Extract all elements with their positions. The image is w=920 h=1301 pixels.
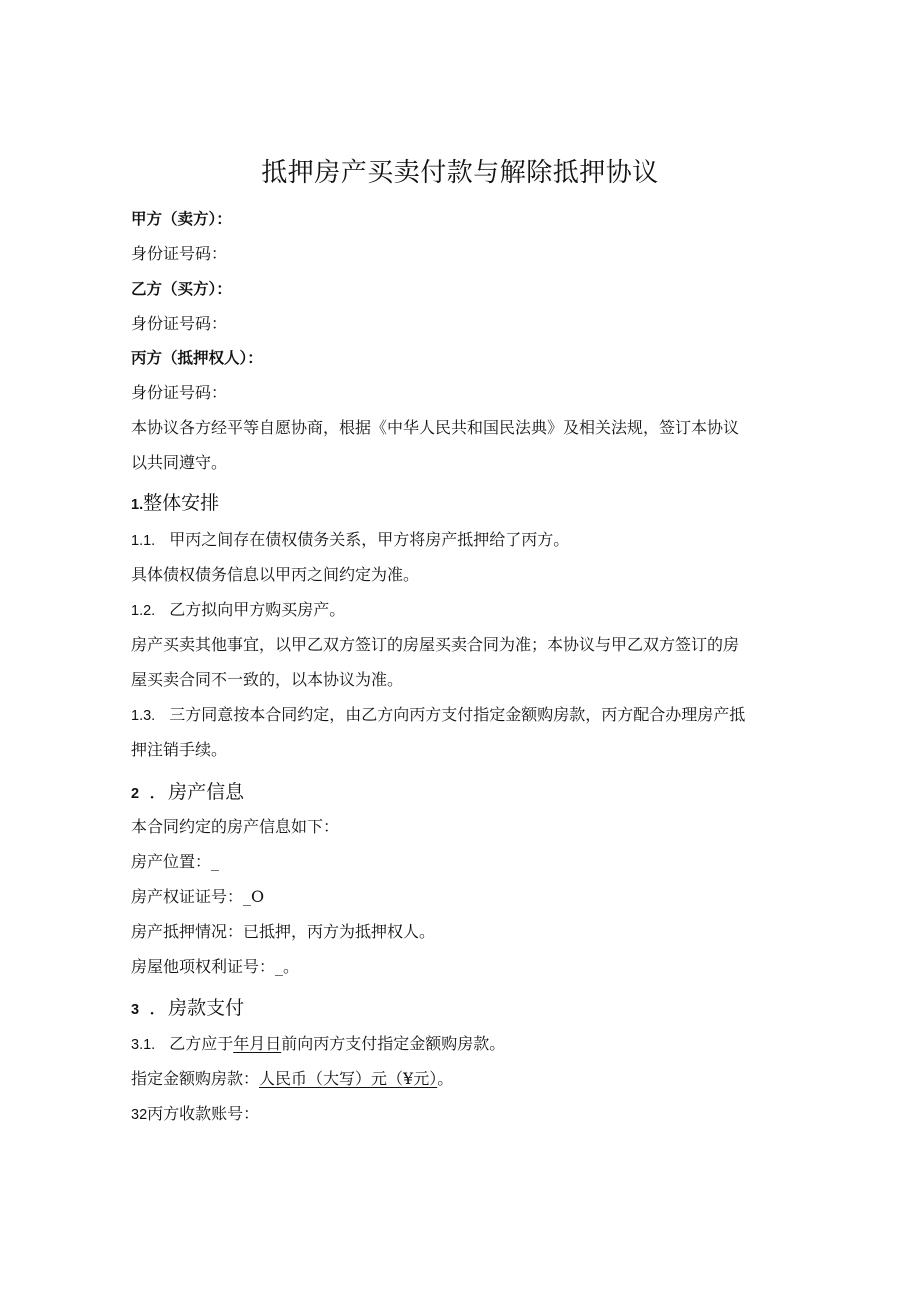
clause-3-2-number: 32 bbox=[131, 1107, 148, 1123]
property-cert-number: 房产权证证号：_O bbox=[131, 887, 265, 906]
party-c-id: 身份证号码： bbox=[131, 383, 228, 402]
clause-1-2-sub-1: 房产买卖其他事宜，以甲乙双方签订的房屋买卖合同为准；本协议与甲乙双方签订的房 bbox=[131, 635, 740, 654]
clause-3-1-pre: 乙方应于 bbox=[169, 1034, 234, 1053]
intro-line-1: 本协议各方经平等自愿协商，根据《中华人民共和国民法典》及相关法规，签订本协议 bbox=[131, 418, 740, 437]
clause-1-1 bbox=[131, 528, 791, 553]
clause-1-1-sub: 具体债权债务信息以甲丙之间约定为准。 bbox=[131, 565, 420, 584]
section-1-number: 1. bbox=[131, 497, 144, 513]
party-c-label: 丙方（抵押权人）： bbox=[131, 349, 263, 367]
section-3-number: 3 bbox=[131, 1002, 140, 1018]
payment-date-field: 年月日 bbox=[233, 1034, 282, 1053]
clause-1-2-text: 乙方拟向甲方购买房产。 bbox=[169, 600, 346, 619]
section-2-title: ．房产信息 bbox=[149, 781, 245, 803]
clause-1-2-number: 1.2. bbox=[131, 603, 156, 619]
intro-line-2: 以共同遵守。 bbox=[131, 453, 228, 472]
section-3-heading bbox=[131, 995, 791, 1023]
clause-3-2 bbox=[131, 1102, 791, 1127]
section-1-heading bbox=[131, 490, 791, 518]
payment-amount-label: 指定金额购房款： bbox=[131, 1069, 260, 1088]
clause-1-3-number: 1.3. bbox=[131, 708, 156, 724]
section-2-heading bbox=[131, 779, 791, 807]
party-b-label: 乙方（买方）： bbox=[131, 280, 232, 298]
document-title: 抵押房产买卖付款与解除抵押协议 bbox=[261, 158, 659, 188]
section-1-title: 整体安排 bbox=[143, 492, 220, 514]
property-intro: 本合同约定的房产信息如下： bbox=[131, 817, 340, 836]
property-other-right-number: 房屋他项权利证号：_。 bbox=[131, 957, 300, 976]
property-mortgage-status: 房产抵押情况：已抵押，丙方为抵押权人。 bbox=[131, 922, 436, 941]
payment-amount-end: 。 bbox=[437, 1069, 454, 1088]
clause-1-3 bbox=[131, 703, 791, 728]
clause-3-2-text: 丙方收款账号： bbox=[147, 1104, 260, 1123]
party-a-id: 身份证号码： bbox=[131, 244, 228, 263]
section-3-title: ．房款支付 bbox=[149, 997, 245, 1019]
property-location: 房产位置：_ bbox=[131, 852, 220, 871]
party-b-id: 身份证号码： bbox=[131, 314, 228, 333]
clause-1-3-cont: 押注销手续。 bbox=[131, 740, 228, 759]
clause-3-1 bbox=[131, 1032, 791, 1057]
payment-amount-field: 人民币（大写）元（¥元） bbox=[259, 1069, 438, 1088]
payment-amount bbox=[131, 1067, 791, 1091]
clause-1-2-sub-2: 屋买卖合同不一致的，以本协议为准。 bbox=[131, 670, 404, 689]
clause-3-1-number: 3.1. bbox=[131, 1037, 156, 1053]
clause-1-2 bbox=[131, 598, 791, 623]
clause-1-1-text: 甲丙之间存在债权债务关系，甲方将房产抵押给了丙方。 bbox=[169, 530, 570, 549]
party-a-label: 甲方（卖方）： bbox=[131, 210, 232, 228]
clause-3-1-post: 前向丙方支付指定金额购房款。 bbox=[281, 1034, 506, 1053]
clause-1-1-number: 1.1. bbox=[131, 533, 156, 549]
clause-1-3-text-1: 三方同意按本合同约定，由乙方向丙方支付指定金额购房款，丙方配合办理房产抵 bbox=[169, 705, 746, 724]
section-2-number: 2 bbox=[131, 786, 140, 802]
